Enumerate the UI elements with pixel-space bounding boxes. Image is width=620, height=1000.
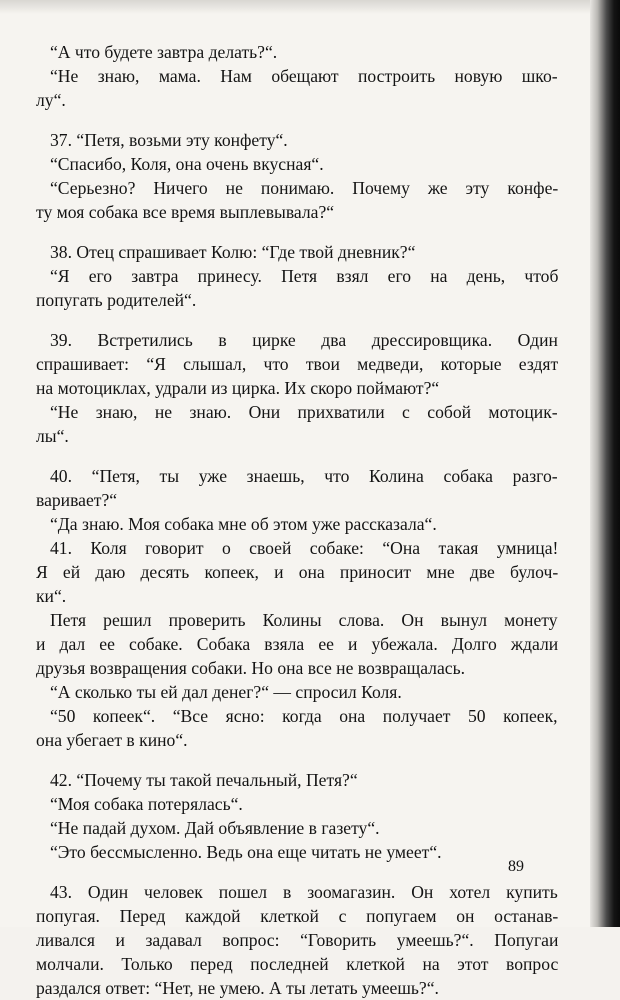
text-line: 42. “Почему ты такой печальный, Петя?“ <box>50 770 358 790</box>
paragraph-p15 <box>36 704 572 752</box>
paragraph-p12 <box>36 536 572 608</box>
paragraph-p4 <box>36 152 572 176</box>
text-line: ливался и задавал вопрос: “Говорить умеешь?“. Попугаи <box>36 930 559 950</box>
text-line: “Моя собака потерялась“. <box>50 794 243 814</box>
text-line: “А что будете завтра делать?“. <box>50 42 278 62</box>
text-line: 39. Встретились в цирке два дрессировщика. Один <box>50 330 558 350</box>
paragraph-p2 <box>36 64 572 112</box>
paragraph-p14 <box>36 680 572 704</box>
text-line: ки“. <box>36 586 67 606</box>
page-top-shadow <box>0 0 620 14</box>
paragraph-p7 <box>36 264 572 312</box>
text-line: 43. Один человек пошел в зоомагазин. Он хотел купить <box>50 882 558 902</box>
text-line: лу“. <box>36 90 66 110</box>
text-line: ту моя собака все время выплевывала?“ <box>36 202 335 222</box>
text-line: “50 копеек“. “Все ясно: когда она получает 50 копеек, <box>50 706 558 726</box>
text-line: “Да знаю. Моя собака мне об этом уже рассказала“. <box>50 514 437 534</box>
text-line: Петя решил проверить Колины слова. Он вынул монету <box>50 610 558 630</box>
paragraph-p13 <box>36 608 572 680</box>
paragraph-p9 <box>36 400 572 448</box>
text-line: раздался ответ: “Нет, не умею. А ты летать умеешь?“. <box>36 978 439 998</box>
text-line: 41. Коля говорит о своей собаке: “Она такая умница! <box>50 538 559 558</box>
text-line: 38. Отец спрашивает Колю: “Где твой дневник?“ <box>50 242 416 262</box>
text-line: молчали. Только перед последней клеткой на этот вопрос <box>36 954 559 974</box>
paragraph-p5 <box>36 176 572 224</box>
text-line: “Спасибо, Коля, она очень вкусная“. <box>50 154 324 174</box>
text-line: “А сколько ты ей дал денег?“ — спросил Коля. <box>50 682 402 702</box>
text-line: “Не знаю, не знаю. Они прихватили с собой мотоцик- <box>50 402 558 422</box>
paragraph-p16 <box>36 768 572 792</box>
text-line: 40. “Петя, ты уже знаешь, что Колина собака разго- <box>50 466 558 486</box>
text-line: “Я его завтра принесу. Петя взял его на день, чтоб <box>50 266 559 286</box>
text-line: “Не падай духом. Дай объявление в газету“. <box>50 818 380 838</box>
paragraph-p8 <box>36 328 572 400</box>
paragraph-p10 <box>36 464 572 512</box>
text-line: “Это бессмысленно. Ведь она еще читать не умеет“. <box>50 842 442 862</box>
paragraph-p20 <box>36 880 572 1000</box>
paragraph-p18 <box>36 816 572 840</box>
text-line: она убегает в кино“. <box>36 730 188 750</box>
paragraph-p3 <box>36 128 572 152</box>
text-line: попугая. Перед каждой клеткой с попугаем он останав- <box>36 906 559 926</box>
text-column <box>36 40 572 1000</box>
text-line: лы“. <box>36 426 69 446</box>
text-line: попугать родителей“. <box>36 290 197 310</box>
text-line: “Не знаю, мама. Нам обещают построить новую шко- <box>50 66 558 86</box>
text-line: и дал ее собаке. Собака взяла ее и убежала. Долго ждали <box>36 634 559 654</box>
text-line: 37. “Петя, возьми эту конфету“. <box>50 130 288 150</box>
text-line: на мотоциклах, удрали из цирка. Их скоро поймают?“ <box>36 378 440 398</box>
book-spine-shadow <box>590 0 620 927</box>
text-line: Я ей даю десять копеек, и она приносит мне две булоч- <box>36 562 559 582</box>
text-line: спрашивает: “Я слышал, что твои медведи, которые ездят <box>36 354 559 374</box>
page-number: 89 <box>508 858 524 875</box>
paragraph-p11 <box>36 512 572 536</box>
paragraph-p1 <box>36 40 572 64</box>
paragraph-p19 <box>36 840 572 864</box>
text-line: друзья возвращения собаки. Но она все не возвращалась. <box>36 658 465 678</box>
text-line: “Серьезно? Ничего не понимаю. Почему же эту конфе- <box>50 178 559 198</box>
text-line: варивает?“ <box>36 490 118 510</box>
paragraph-p6 <box>36 240 572 264</box>
paragraph-p17 <box>36 792 572 816</box>
